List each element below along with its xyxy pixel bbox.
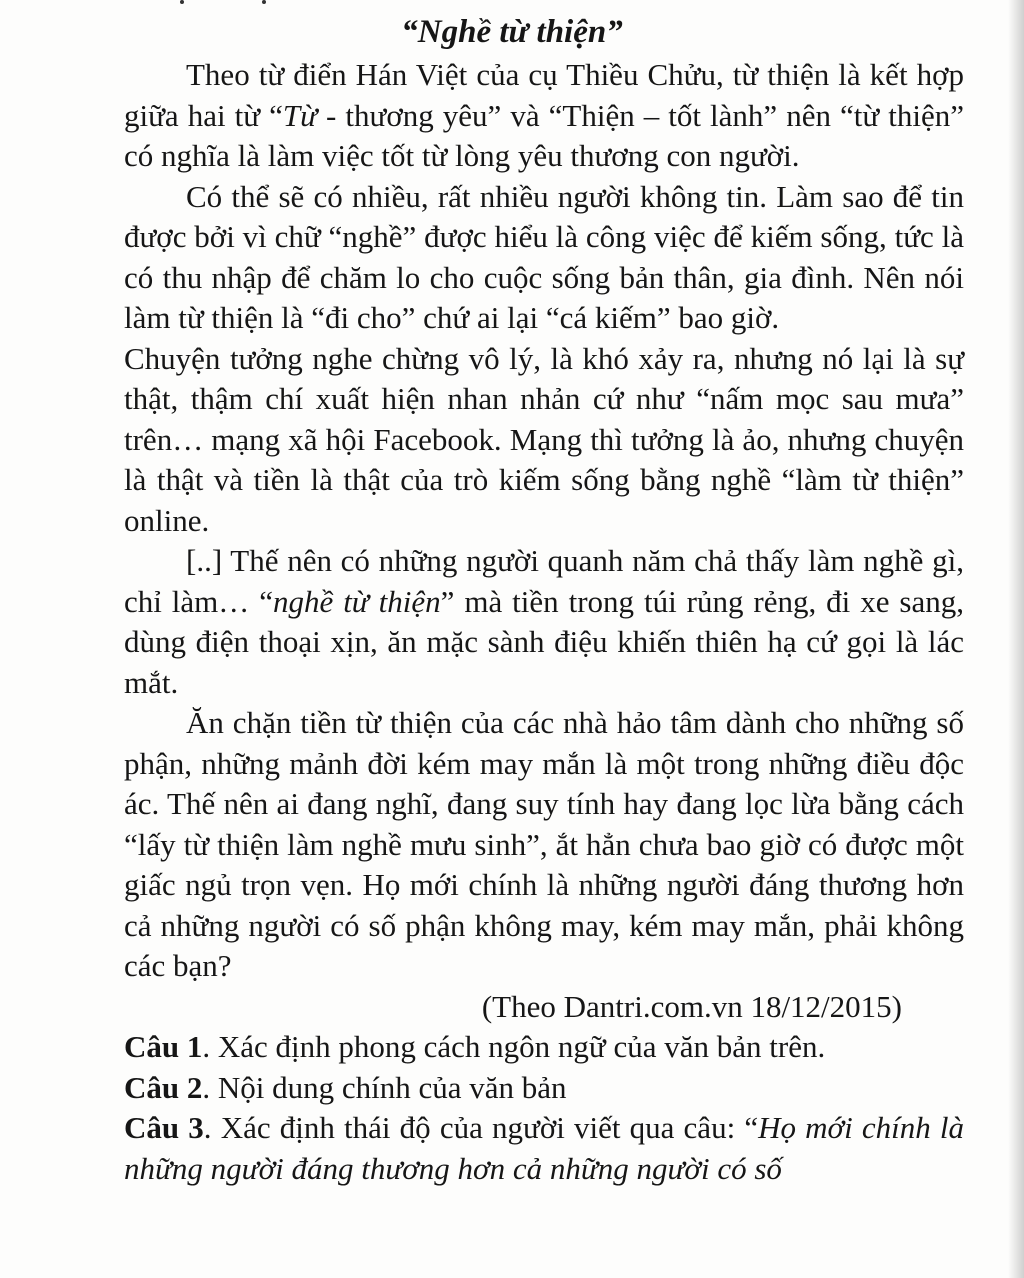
document-title: “Nghề từ thiện” (401, 14, 623, 50)
question-3: Câu 3. Xác định thái độ của người viết qua câu: “Họ mới chính là những người đáng thương hơn cả những người có số (124, 1110, 965, 1186)
paragraph-4: [..] Thế nên có những người quanh năm chả thấy làm nghề gì, chỉ làm… “nghề từ thiện” mà tiền trong túi rủng rẻng, đi xe sang, dùng điện thoại xịn, ăn mặc sành điệu khiến thiên hạ cứ gọi là lác mắt. (124, 543, 964, 700)
question-2: Câu 2. Nội dung chính của văn bản (124, 1069, 567, 1105)
paragraph-2: Có thể sẽ có nhiều, rất nhiều người không tin. Làm sao để tin được bởi vì chữ “nghề” được hiểu là công việc để kiếm sống, tức là có thu nhập để chăm lo cho cuộc sống bản thân, gia đình. Nên nói làm từ thiện là “đi cho” chứ ai lại “cá kiếm” bao giờ. (124, 178, 964, 335)
article-body (124, 55, 964, 1189)
paragraph-1: Theo từ điển Hán Việt của cụ Thiều Chửu, từ thiện là kết hợp giữa hai từ “Từ - thương yêu” và “Thiện – tốt lành” nên “từ thiện” có nghĩa là làm việc tốt từ lòng yêu thương con người. (124, 57, 964, 173)
scan-artifact (180, 0, 300, 6)
paragraph-3: Chuyện tưởng nghe chừng vô lý, là khó xảy ra, nhưng nó lại là sự thật, thậm chí xuất hiện nhan nhản cứ như “nấm mọc sau mưa” trên… mạng xã hội Facebook. Mạng thì tưởng là ảo, nhưng chuyện là thật và tiền là thật của trò kiếm sống bằng nghề “làm từ thiện” online. (124, 340, 964, 538)
source-citation: (Theo Dantri.com.vn 18/12/2015) (481, 988, 902, 1024)
paragraph-5: Ăn chặn tiền từ thiện của các nhà hảo tâm dành cho những số phận, những mảnh đời kém may mắn là một trong những điều độc ác. Thế nên ai đang nghĩ, đang suy tính hay đang lọc lừa bằng cách “lấy từ thiện làm nghề mưu sinh”, ắt hẳn chưa bao giờ có được một giấc ngủ trọn vẹn. Họ mới chính là những người đáng thương hơn cả những người có số phận không may, kém may mắn, phải không các bạn? (124, 705, 964, 983)
question-1: Câu 1. Xác định phong cách ngôn ngữ của văn bản trên. (124, 1029, 826, 1064)
page-edge-shadow (1008, 0, 1024, 1278)
